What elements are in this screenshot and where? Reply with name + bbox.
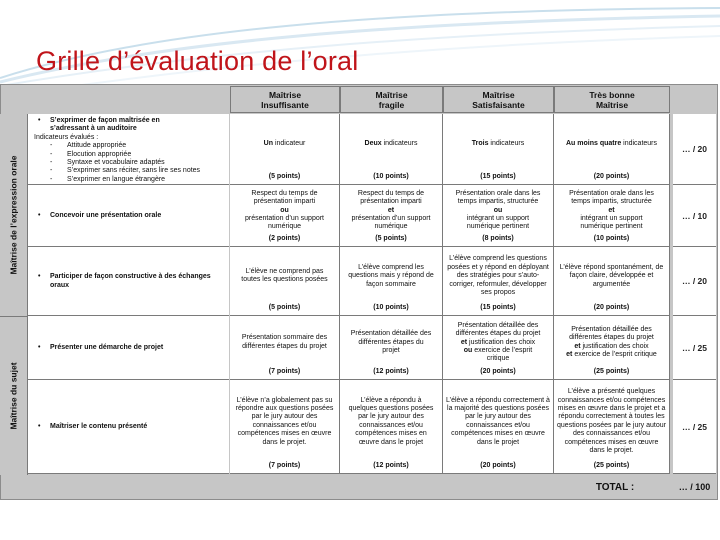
cell-r1-fragile: Deux indicateurs (10 points) (340, 114, 443, 185)
score-r4: … / 25 (673, 316, 716, 380)
score-r2: … / 10 (673, 185, 716, 247)
header-tres-bonne: Très bonne Maîtrise (554, 86, 670, 113)
total-label: TOTAL : (595, 481, 635, 493)
cell-r5-insuffisante: L’élève n’a globalement pas su répondre aux questions posées par le jury autour des connaissances et/ou compétences mises en œuvre dans le projet. (7 points) (230, 380, 340, 474)
score-r1: … / 20 (673, 114, 716, 185)
cell-r3-satisfaisante: L’élève comprend les questions posées et y répond en déployant des stratégies pour s’auto-corriger, reformuler, développer ses propos (15 points) (443, 247, 554, 316)
cell-r1-satisfaisante: Trois indicateurs (15 points) (443, 114, 554, 185)
criterion-concevoir: • Concevoir une présentation orale (28, 185, 229, 247)
cell-r2-fragile: Respect du temps de présentation imparti et présentation d’un support numérique (5 points) (340, 185, 443, 247)
side-label-sujet: Maîtrise du sujet (0, 316, 28, 475)
score-r5: … / 25 (673, 380, 716, 474)
cell-r4-tres-bonne: Présentation détaillée des différentes étapes du projet et justification des choix et exercice de l’esprit critique (25 points) (554, 316, 670, 380)
total-value: … / 100 (678, 482, 711, 492)
cell-r2-insuffisante: Respect du temps de présentation imparti ou présentation d’un support numérique (2 points) (230, 185, 340, 247)
cell-r3-fragile: L’élève comprend les questions mais y répond de façon sommaire (10 points) (340, 247, 443, 316)
slide-title: Grille d’évaluation de l’oral (36, 46, 359, 76)
cell-r4-insuffisante: Présentation sommaire des différentes étapes du projet (7 points) (230, 316, 340, 380)
criterion-participer: • Participer de façon constructive à des échanges oraux (28, 247, 229, 316)
cell-r4-satisfaisante: Présentation détaillée des différentes étapes du projet et justification des choix ou exercice de l’esprit critique (20 points) (443, 316, 554, 380)
score-r3: … / 20 (673, 247, 716, 316)
cell-r4-fragile: Présentation détaillée des différentes étapes du projet (12 points) (340, 316, 443, 380)
header-fragile: Maîtrise fragile (340, 86, 443, 113)
cell-r2-satisfaisante: Présentation orale dans les temps impartis, structurée ou intégrant un support numérique pertinent (8 points) (443, 185, 554, 247)
cell-r1-tres-bonne: Au moins quatre indicateurs (20 points) (554, 114, 670, 185)
cell-r5-fragile: L’élève a répondu à quelques questions posées par le jury autour des connaissances et/ou compétences mises en œuvre dans le projet (12 points) (340, 380, 443, 474)
criterion-contenu: • Maîtriser le contenu présenté (28, 380, 229, 474)
cell-r5-satisfaisante: L’élève a répondu correctement à la majorité des questions posées par le jury autour des connaissances et/ou compétences mises en œuvre dans le projet (20 points) (443, 380, 554, 474)
cell-r3-tres-bonne: L’élève répond spontanément, de façon claire, développée et argumentée (20 points) (554, 247, 670, 316)
cell-r2-tres-bonne: Présentation orale dans les temps impartis, structurée et intégrant un support numérique pertinent (10 points) (554, 185, 670, 247)
cell-r1-insuffisante: Un indicateur (5 points) (230, 114, 340, 185)
cell-r5-tres-bonne: L’élève a présenté quelques connaissances et/ou compétences mises en œuvre dans le projet et a répondu correctement à toutes les questions posées par le jury autour des connaissances et/ou compétences mises en œuvre dans le projet. (25 points) (554, 380, 670, 474)
criterion-expression: • S’exprimer de façon maîtrisée en s’adressant à un auditoire Indicateurs évalués : - Attitude appropriée - Elocution appropriée - Syntaxe et vocabulaire adaptés - S’exprimer sans réciter, sans lire ses notes - S’exprimer en langue étrangère (28, 114, 229, 185)
header-insuffisante: Maîtrise Insuffisante (230, 86, 340, 113)
header-satisfaisante: Maîtrise Satisfaisante (443, 86, 554, 113)
criterion-demarche: • Présenter une démarche de projet (28, 316, 229, 380)
cell-r3-insuffisante: L’élève ne comprend pas toutes les questions posées (5 points) (230, 247, 340, 316)
side-label-expression: Maîtrise de l’expression orale (0, 114, 28, 316)
